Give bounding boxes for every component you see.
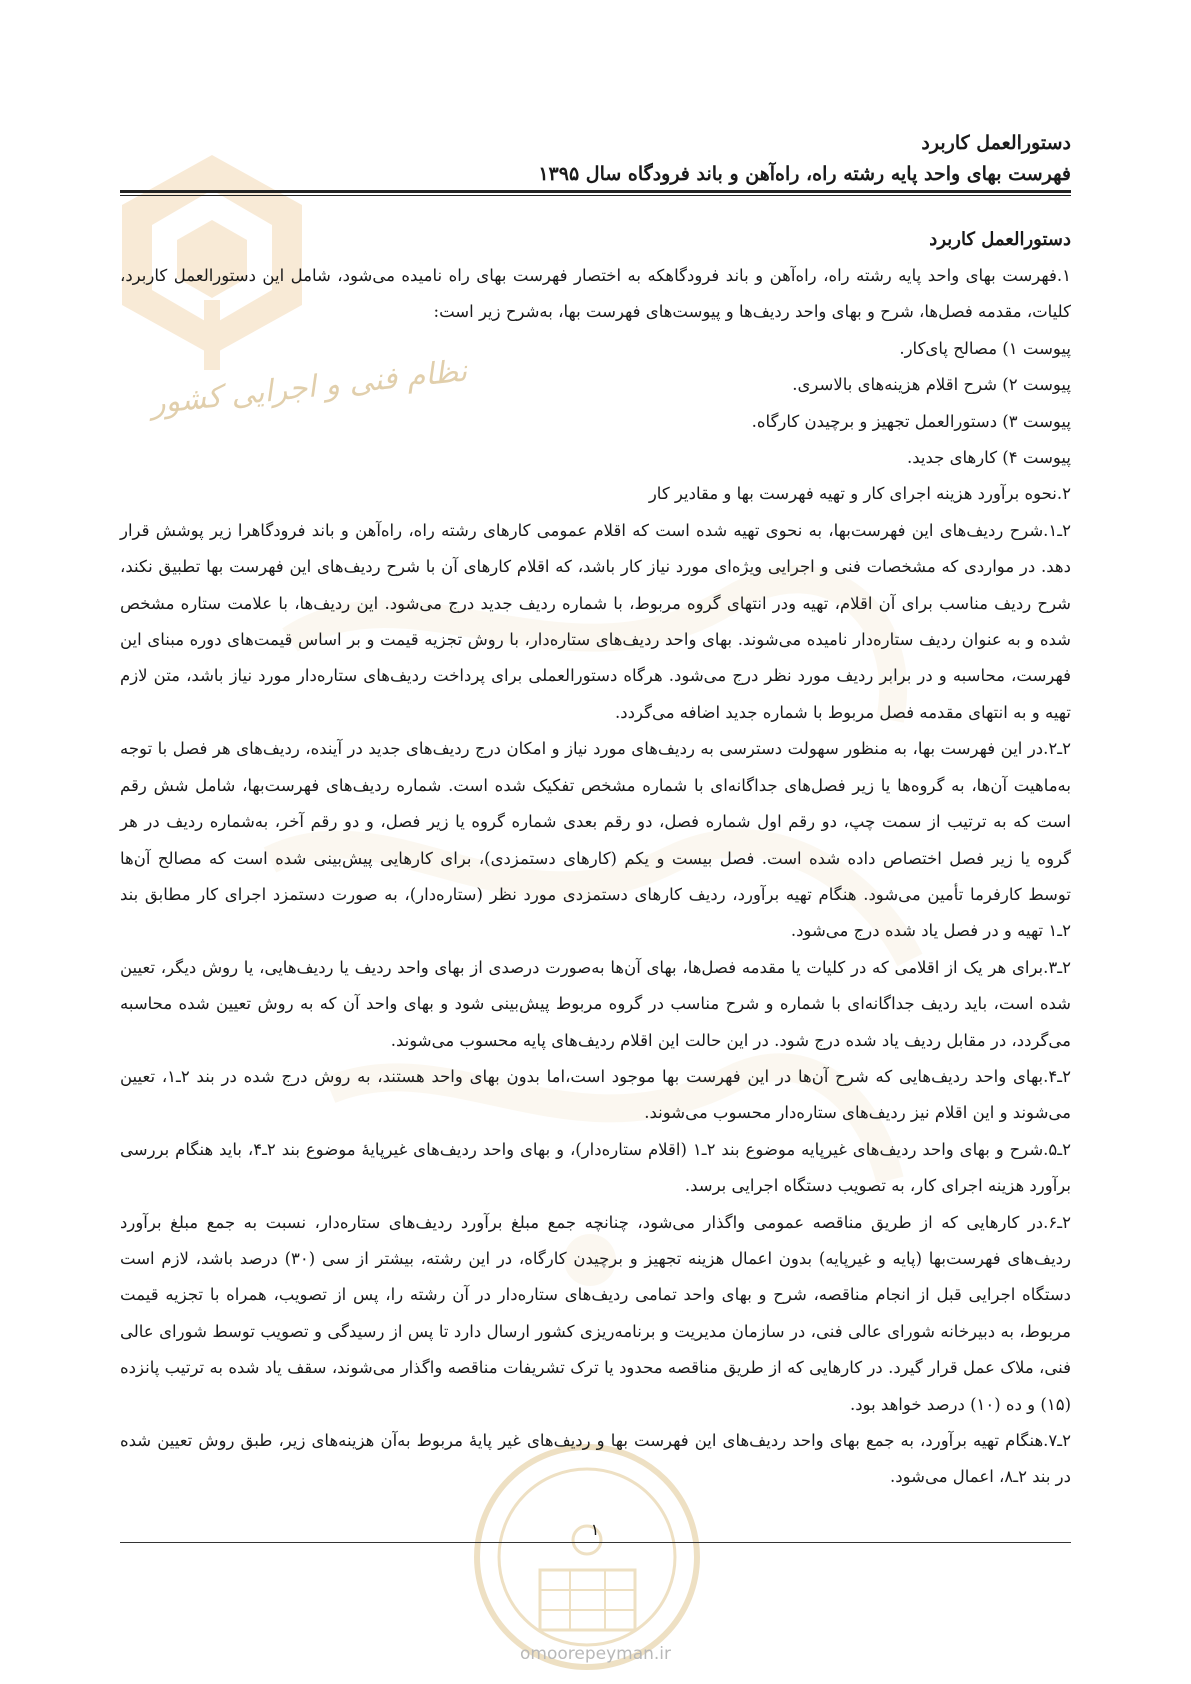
paragraph: ۲ـ۴.بهای واحد ردیف‌هایی که شرح آن‌ها در این فهرست بها موجود است،اما بدون بهای واحد هستند، به روش درج شده در بند ۲ـ۱، تعیین می‌شوند و این اقلام نیز ردیف‌های ستاره‌دار محسوب می‌شوند. — [120, 1066, 1071, 1123]
page-header — [120, 128, 1071, 190]
page-number: ۱ — [590, 1520, 600, 1539]
paragraph: ۲ـ۱.شرح ردیف‌های این فهرست‌بها، به نحوی تهیه شده است که اقلام عمومی کارهای رشته راه، راه‌آهن و باند فرودگاهرا زیر پوشش قرار دهد. در مواردی که مشخصات فنی و اجرایی ویژه‌ای مورد نیاز کار باشد، که اقلام کارهای آن با شرح ردیف‌های این فهرست بها تطبیق نکند، شرح ردیف مناسب برای آن اقلام، تهیه ودر انتهای گروه مربوط، با شماره ردیف جدید درج می‌شود. این ردیف‌ها، با علامت ستاره مشخص شده و به عنوان ردیف ستاره‌دار نامیده می‌شوند. بهای واحد ردیف‌های ستاره‌دار، با روش تجزیه قیمت و بر اساس قیمت‌های دوره مبنای این فهرست، محاسبه و در برابر ردیف مورد نظر درج می‌شود. هرگاه دستورالعملی برای پرداخت ردیف‌های ستاره‌دار مورد نیاز باشد، متن لازم تهیه و به انتهای مقدمه فصل مربوط با شماره جدید اضافه می‌گردد. — [120, 520, 1071, 722]
header-divider — [120, 190, 1071, 196]
paragraph: ۱.فهرست بهای واحد پایه رشته راه، راه‌آهن و باند فرودگاهکه به اختصار فهرست بهای راه نامیده می‌شود، شامل این دستورالعمل کاربرد، کلیات، مقدمه فصل‌ها، شرح و بهای واحد ردیف‌ها و پیوست‌های فهرست بها، به‌شرح زیر است: — [120, 266, 1071, 322]
paragraph: ۲ـ۵.شرح و بهای واحد ردیف‌های غیرپایه موضوع بند ۲ـ۱ (اقلام ستاره‌دار)، و بهای واحد ردیف‌های غیرپایهٔ موضوع بند ۲ـ۴، باید هنگام بررسی برآورد هزینه اجرای کار، به تصویب دستگاه اجرایی برسد. — [120, 1139, 1072, 1196]
paragraph: ۲ـ۳.برای هر یک از اقلامی که در کلیات یا مقدمه فصل‌ها، بهای آن‌ها به‌صورت درصدی از بهای واحد ردیف یا ردیف‌هایی، یا روش دیگر، تعیین شده است، باید ردیف جداگانه‌ای با شماره و شرح مناسب در گروه مربوط پیش‌بینی شود و بهای واحد آن که به روش تعیین شده محاسبه می‌گردد، در مقابل ردیف یاد شده درج شود. در این حالت این اقلام ردیف‌های پایه محسوب می‌شوند. — [120, 957, 1071, 1050]
watermark-text: نظام فنی و اجرایی کشور — [149, 353, 469, 422]
paragraph: ۲.نحوه برآورد هزینه اجرای کار و تهیه فهرست بها و مقادیر کار — [648, 484, 1071, 504]
appendix-item: پیوست ۳) دستورالعمل تجهیز و برچیدن کارگاه. — [751, 411, 1071, 431]
header-title: دستورالعمل کاربرد — [921, 132, 1071, 154]
appendix-item: پیوست ۱) مصالح پای‌کار. — [899, 338, 1071, 358]
document-body — [120, 222, 1071, 1496]
paragraph: ۲ـ۷.هنگام تهیه برآورد، به جمع بهای واحد ردیف‌های این فهرست بها و ردیف‌های غیر پایهٔ مربوط به‌آن هزینه‌های زیر، طبق روش تعیین شده در بند ۲ـ۸، اعمال می‌شود. — [120, 1431, 1071, 1487]
appendix-item: پیوست ۲) شرح اقلام هزینه‌های بالاسری. — [792, 375, 1071, 395]
paragraph: ۲ـ۶.در کارهایی که از طریق مناقصه عمومی واگذار می‌شود، چنانچه جمع مبلغ برآورد ردیف‌های ستاره‌دار، نسبت به جمع مبلغ برآورد ردیف‌های فهرست‌بها (پایه و غیرپایه) بدون اعمال هزینه تجهیز و برچیدن کارگاه، در این رشته، بیشتر از سی (۳۰) درصد باشد، لازم است دستگاه اجرایی قبل از انجام مناقصه، شرح و بهای واحد تمامی ردیف‌های ستاره‌دار در آن رشته را، پس از تصویب، همراه با تجزیه قیمت مربوط، به دبیرخانه شورای عالی فنی، در سازمان مدیریت و برنامه‌ریزی کشور ارسال دارد تا پس از رسیدگی و تصویب توسط شورای عالی فنی، ملاک عمل قرار گیرد. در کارهایی که از طریق مناقصه محدود یا ترک تشریفات مناقصه واگذار می‌شوند، سقف یاد شده به ترتیب پانزده (۱۵) و ده (۱۰) درصد خواهد بود. — [120, 1212, 1071, 1414]
header-subtitle: فهرست بهای واحد پایه رشته راه، راه‌آهن و باند فرودگاه سال ۱۳۹۵ — [538, 163, 1071, 185]
section-title: دستورالعمل کاربرد — [929, 229, 1071, 250]
footer-divider — [120, 1542, 1071, 1543]
site-watermark: omoorepeyman.ir — [519, 1644, 672, 1664]
appendix-item: پیوست ۴) کارهای جدید. — [906, 448, 1071, 468]
paragraph: ۲ـ۲.در این فهرست بها، به منظور سهولت دسترسی به ردیف‌های مورد نیاز و امکان درج ردیف‌های جدید در آینده، ردیف‌های هر فصل با توجه به‌ماهیت آن‌ها، به گروه‌ها یا زیر فصل‌های جداگانه‌ای با شماره مشخص تفکیک شده است. شماره ردیف‌های فهرست‌بها، شامل شش رقم است که به ترتیب از سمت چپ، دو رقم اول شماره فصل، دو رقم بعدی شماره گروه یا زیر فصل، و دو رقم آخر، به‌شماره ردیف در هر گروه یا زیر فصل اختصاص داده شده است. فصل بیست و یکم (کارهای دستمزدی)، برای کارهایی پیش‌بینی شده است که مصالح آن‌ها توسط کارفرما تأمین می‌شود. هنگام تهیه برآورد، ردیف کارهای دستمزدی مورد نظر (ستاره‌دار)، به صورت دستمزد اجرای کار مطابق بند ۲ـ۱ تهیه و در فصل یاد شده درج می‌شود. — [120, 739, 1071, 941]
